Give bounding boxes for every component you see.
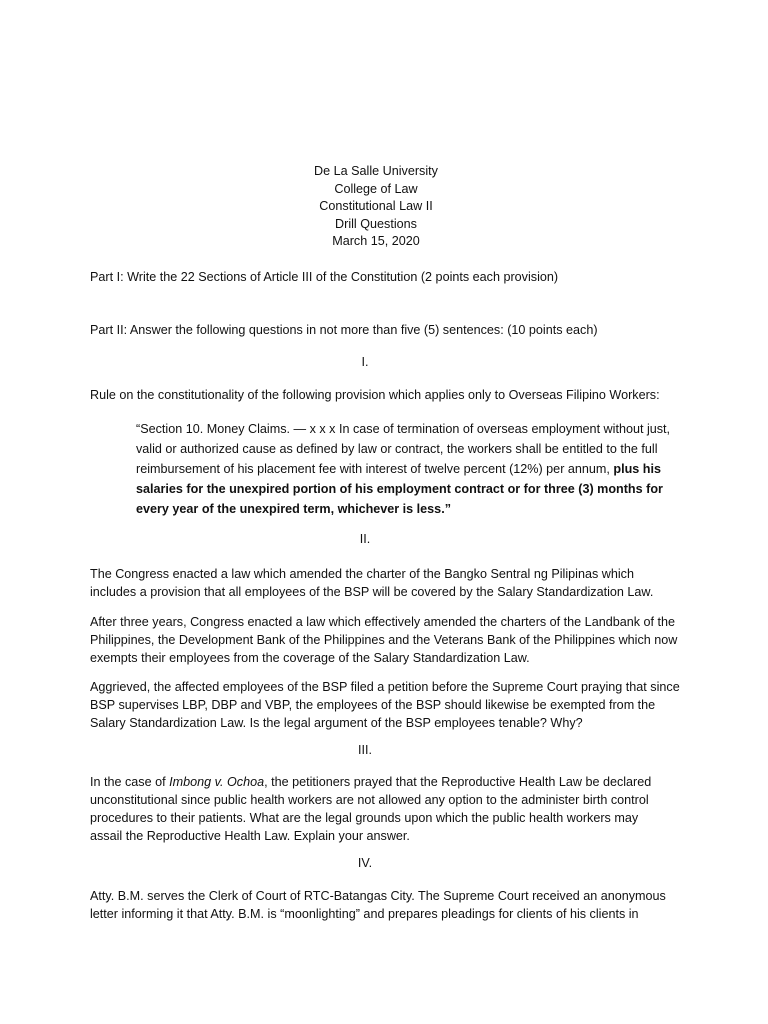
q3-text-before: In the case of [90, 775, 170, 789]
question-4-paragraph: Atty. B.M. serves the Clerk of Court of RTC-Batangas City. The Supreme Court received an anonymous letter informing it that Atty. B.M. is “moonlighting” and prepares pleadings for clients of his clients in [90, 889, 666, 921]
part-two-instruction: Part II: Answer the following questions in not more than five (5) sentences: (10 points each) [90, 323, 598, 337]
quote-normal-text: “Section 10. Money Claims. — x x x In case of termination of overseas employment without just, valid or authorized cause as defined by law or contract, the workers shall be entitled to the full reimbursement of his placement fee with interest of twelve percent (12%) per annum, [136, 422, 671, 476]
question-numeral-1: I. [361, 355, 369, 369]
document-header [0, 163, 752, 251]
part-one-instruction: Part I: Write the 22 Sections of Article III of the Constitution (2 points each provision) [90, 270, 559, 284]
document-title: Drill Questions [335, 216, 417, 231]
question-numeral-3: III. [358, 743, 372, 757]
question-numeral-2: II. [359, 532, 371, 546]
document-date: March 15, 2020 [332, 234, 420, 248]
question-1-intro: Rule on the constitutionality of the following provision which applies only to Overseas Filipino Workers: [90, 388, 660, 402]
q3-text-after: , the petitioners prayed that the Reproductive Health Law be declared unconstitutional since public health workers are not allowed any option to the administer birth control procedures to their patients. What are the legal grounds upon which the public health workers may assail the Reproductive Health Law. Explain your answer. [90, 775, 652, 843]
question-2-paragraph-1: The Congress enacted a law which amended the charter of the Bangko Sentral ng Pilipinas which includes a provision that all employees of the BSP will be covered by the Salary Standardization Law. [90, 567, 654, 599]
question-2-paragraph-2: After three years, Congress enacted a law which effectively amended the charters of the Landbank of the Philippines, the Development Bank of the Philippines and the Veterans Bank of the Philippines which now exempts their employees from the coverage of the Salary Standardization Law. [90, 615, 678, 665]
question-2-paragraph-3: Aggrieved, the affected employees of the BSP filed a petition before the Supreme Court praying that since BSP supervises LBP, DBP and VBP, the employees of the BSP should likewise be exempted from the Salary Standardization Law. Is the legal argument of the BSP employees tenable? Why? [90, 680, 680, 730]
university-name: De La Salle University [314, 164, 438, 178]
quote-bold-text: plus his salaries for the unexpired portion of his employment contract or for three (3) months for every year of the unexpired term, whichever is less.” [136, 462, 663, 516]
question-numeral-4: IV. [357, 856, 373, 870]
college-name: College of Law [334, 181, 418, 196]
course-name: Constitutional Law II [319, 199, 433, 213]
question-3-paragraph [90, 773, 670, 845]
question-1-quoted-provision [136, 419, 684, 519]
case-name: Imbong v. Ochoa [169, 775, 265, 789]
